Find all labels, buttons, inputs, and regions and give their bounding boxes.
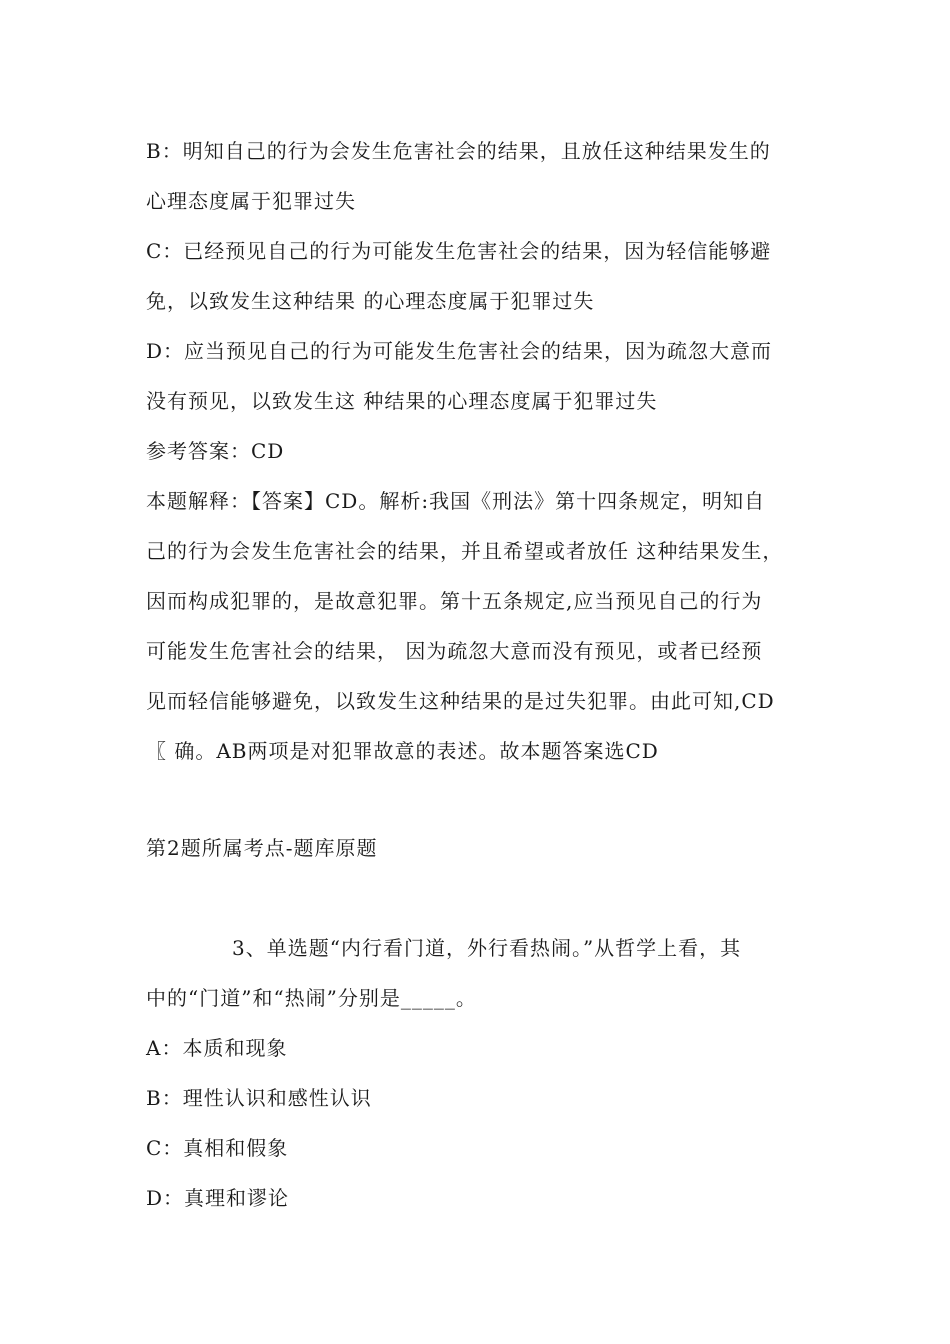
option-b-line-1: B：明知自己的行为会发生危害社会的结果，且放任这种结果发生的 xyxy=(146,139,771,163)
option-b-line-2: 心理态度属于犯罪过失 xyxy=(146,189,356,213)
explanation-line-2: 己的行为会发生危害社会的结果，并且希望或者放任 这种结果发生， xyxy=(146,539,784,563)
question-3-option-c: C：真相和假象 xyxy=(146,1136,289,1160)
reference-answer: 参考答案：CD xyxy=(146,439,285,463)
explanation-line-4: 可能发生危害社会的结果， 因为疏忽大意而没有预见，或者已经预 xyxy=(146,639,763,663)
option-d-line-2: 没有预见，以致发生这 种结果的心理态度属于犯罪过失 xyxy=(146,389,658,413)
explanation-line-3: 因而构成犯罪的，是故意犯罪。第十五条规定,应当预见自己的行为 xyxy=(146,589,763,613)
explanation-line-6: 〖 确。AB两项是对犯罪故意的表述。故本题答案选CD xyxy=(146,739,659,763)
question-3-option-b: B：理性认识和感性认识 xyxy=(146,1086,372,1110)
question-3-option-d: D：真理和谬论 xyxy=(146,1186,290,1210)
option-c-line-2: 免，以致发生这种结果 的心理态度属于犯罪过失 xyxy=(146,289,595,313)
option-d-line-1: D：应当预见自己的行为可能发生危害社会的结果，因为疏忽大意而 xyxy=(146,339,773,363)
question-3-stem-line-1: 3、单选题“内行看门道，外行看热闹。”从哲学上看，其 xyxy=(232,936,742,960)
explanation-line-1: 本题解释：【答案】CD。解析:我国《刑法》第十四条规定，明知自 xyxy=(146,489,766,513)
question-2-topic: 第2题所属考点-题库原题 xyxy=(146,836,378,860)
question-3-stem-line-2: 中的“门道”和“热闹”分别是_____。 xyxy=(146,986,477,1010)
question-3-option-a: A：本质和现象 xyxy=(146,1036,288,1060)
explanation-line-5: 见而轻信能够避免，以致发生这种结果的是过失犯罪。由此可知,CD xyxy=(146,689,775,713)
option-c-line-1: C：已经预见自己的行为可能发生危害社会的结果，因为轻信能够避 xyxy=(146,239,772,263)
